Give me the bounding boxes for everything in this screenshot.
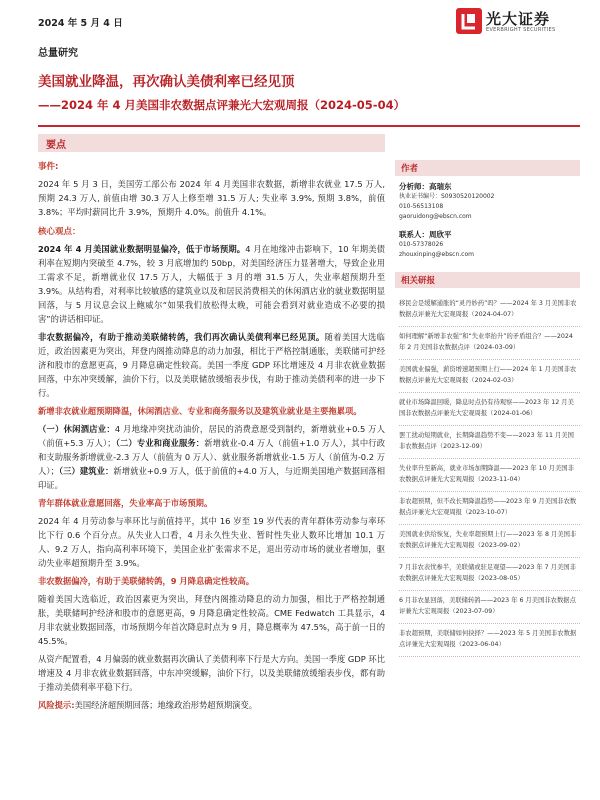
report-category: 总量研究 [38, 48, 78, 59]
contact-phone: 010-57378026 [399, 241, 444, 248]
related-report-item[interactable]: 非农超预期，美联储如何抉择？——2023 年 5 月美国非农数据点评兼光大宏观周报（2023-06-04） [399, 624, 580, 657]
event-heading: 事件: [38, 162, 59, 172]
paragraph-1: 2024 年 4 月美国就业数据明显偏冷，低于市场预期。4 月在地缘冲击影响下，10 年期美债利率在短期内突破至 4.7%，较 3 月底增加约 50bp，对美国经济压力显著增大，导致企业用工需求不足，新增就业仅 17.5 万人，大幅低于 3 月的增 31.5 万人，失业率超预期升至 3.9%。从结构看，对利率比较敏感的建筑业以及和居民消费相关的休闲酒店业的就业数据明显回落，与 5 月议息会议上鲍威尔“如果我们放松得太晚，可能会看到对就业造成不必要的损害”的讲话相印证。 [38, 244, 385, 324]
logo-mark-icon [454, 6, 484, 36]
authors-section-label: 作者 [401, 164, 419, 174]
sidebar [395, 160, 580, 657]
related-report-item[interactable]: 失业率升至新高，就业市场加期降温——2023 年 10 月美国非农数据点评兼光大宏观周报（2023-11-04） [399, 459, 580, 492]
related-report-item[interactable]: 罢工扰动短期就业，长期降温趋势不变——2023 年 11 月美国非农数据点评（2023-12-09） [399, 426, 580, 459]
analyst-email[interactable]: gaoruidong@ebscn.com [399, 213, 472, 220]
highlight-3: 非农数据偏冷，有助于美联储转鸽，9 月降息确定性较高。 [38, 576, 255, 586]
authors-section-bar [395, 160, 580, 176]
brand-name-en: EVERBRIGHT SECURITIES [486, 27, 556, 33]
related-report-item[interactable]: 非农超预期，但不改长期降温趋势——2023 年 9 月美国非农数据点评兼光大宏观周报（2023-10-07） [399, 492, 580, 525]
summary-section-bar [38, 134, 385, 152]
title-divider [38, 125, 580, 127]
paragraph-4: 2024 年 4 月劳动参与率环比与前值持平，其中 16 岁至 19 岁代表的青年群体劳动参与率环比下行 0.6 个百分点。从失业人口看，4 月永久性失业、暂时性失业人数环比增加 10.1 万人、9.2 万人，指向高利率环境下，美国企业扩张需求不足，退出劳动市场的就业者增加，驱动失业率超预期升至 3.9%。 [38, 516, 385, 568]
analyst-block [395, 182, 580, 260]
related-report-item[interactable]: 7 月非农表忧参半，美联储或驻足观望——2023 年 7 月美国非农数据点评兼光大宏观周报（2023-08-05） [399, 558, 580, 591]
brand-logo [454, 6, 594, 38]
related-section-bar [395, 272, 580, 288]
related-report-item[interactable]: 如何理解“新增非农强”和“失业率抬升”的矛盾组合？——2024 年 2 月美国非农数据点评（2024-03-09） [399, 327, 580, 360]
contact-email[interactable]: zhouxinping@ebscn.com [399, 251, 474, 258]
highlight-2: 青年群体就业意愿回落，失业率高于市场预期。 [38, 498, 213, 508]
related-report-item[interactable]: 美国就业供给恢复，失业率超预期上行——2023 年 8 月美国非农数据点评兼光大宏观周报（2023-09-02） [399, 525, 580, 558]
brand-name-cn: 光大证券 [486, 10, 551, 28]
analyst-cert: 执业证书编号：S0930520120002 [399, 193, 495, 200]
summary-body [38, 160, 385, 716]
related-report-item[interactable]: 6 月非农显回落，美联储转鸽——2023 年 6 月美国非农数据点评兼光大宏观周报（2023-07-09） [399, 591, 580, 624]
paragraph-6: 从资产配置看，4 月偏弱的就业数据再次确认了美债利率下行是大方向。美国一季度 GDP 环比增速及 4 月非农就业数据回落，中东冲突缓解，油价下行，以及美联储放缓缩表步伐，都有助于推动美债利率平稳下行。 [38, 654, 385, 692]
related-reports-list [395, 294, 580, 657]
report-date: 2024 年 5 月 4 日 [38, 18, 123, 29]
report-subtitle: ——2024 年 4 月美国非农数据点评兼光大宏观周报（2024-05-04） [38, 98, 406, 112]
related-report-item[interactable]: 就业市场降温回暖，降息时点仍有待观察——2023 年 12 月美国非农数据点评兼光大宏观周报（2024-01-06） [399, 393, 580, 426]
report-title: 美国就业降温，再次确认美债利率已经见顶 [38, 74, 295, 90]
paragraph-2: 非农数据偏冷，有助于推动美联储转鸽，我们再次确认美债利率已经见顶。随着美国大选临近，政治因素更为突出，拜登内阁推动降息的动力加强，相比于严格控制通胀，美联储可护经济和股市的意愿更高，9 月降息确定性较高。美国一季度 GDP 环比增速及 4 月非农就业数据回落，中东冲突缓解，油价下行，以及美联储放缓缩表步伐，有助于推动美债利率的进一步下行。 [38, 332, 385, 398]
risk-warning: 风险提示:美国经济超预期回落；地缘政治形势超预期演变。 [38, 700, 258, 710]
related-report-item[interactable]: 移民会是缓解通胀的“灵丹妙药”吗？——2024 年 3 月美国非农数据点评兼光大宏观周报（2024-04-07） [399, 294, 580, 327]
event-paragraph: 2024 年 5 月 3 日，美国劳工部公布 2024 年 4 月美国非农数据，新增非农就业 17.5 万人, 预期 24.3 万人, 前值由增 30.3 万人上修至增 31.5 万人; 失业率 3.9%, 预期 3.8%，前值 3.8%；平均时薪同比升 3.9%，预期升 4.0%。前值升 4.1%。 [38, 179, 385, 217]
contact-name: 联系人：周欣平 [399, 230, 452, 239]
analyst-phone: 010-56513108 [399, 203, 444, 210]
paragraph-5: 随着美国大选临近，政治因素更为突出，拜登内阁推动降息的动力加强，相比于严格控制通胀，美联储呵护经济和股市的意愿更高，9 月降息确定性较高。CME Fedwatch 工具显示，4 月非农就业数据回落，市场预期今年首次降息时点为 9 月，降息概率为 47.5%，高于前一日的 45.5%。 [38, 594, 385, 646]
analyst-name: 分析师：高瑞东 [399, 182, 452, 191]
core-heading: 核心观点： [38, 227, 81, 237]
summary-section-label: 要点 [46, 140, 66, 151]
related-section-label: 相关研报 [401, 276, 436, 286]
highlight-1: 新增非农就业超预期降温，休闲酒店业、专业和商务服务以及建筑业就业是主要拖累项。 [38, 406, 362, 416]
paragraph-3: （一）休闲酒店业：4 月地缘冲突扰动油价，居民的消费意愿受到制约，新增就业+0.5 万人（前值+5.3 万人）；（二）专业和商业服务：新增就业-0.4 万人（前值+1.0 万人），其中行政和支助服务新增就业-2.3 万人（前值为 0 万人）、就业服务新增就业-1.5 万人（前值为-0.2 万人）；（三）建筑业：新增就业+0.9 万人，低于前值的+4.0 万人，与近期美国地产数据回落相印证。 [38, 424, 385, 490]
related-report-item[interactable]: 美国就业偏强，薪资增速超预期上行——2024 年 1 月美国非农数据点评兼光大宏观周报（2024-02-03） [399, 360, 580, 393]
